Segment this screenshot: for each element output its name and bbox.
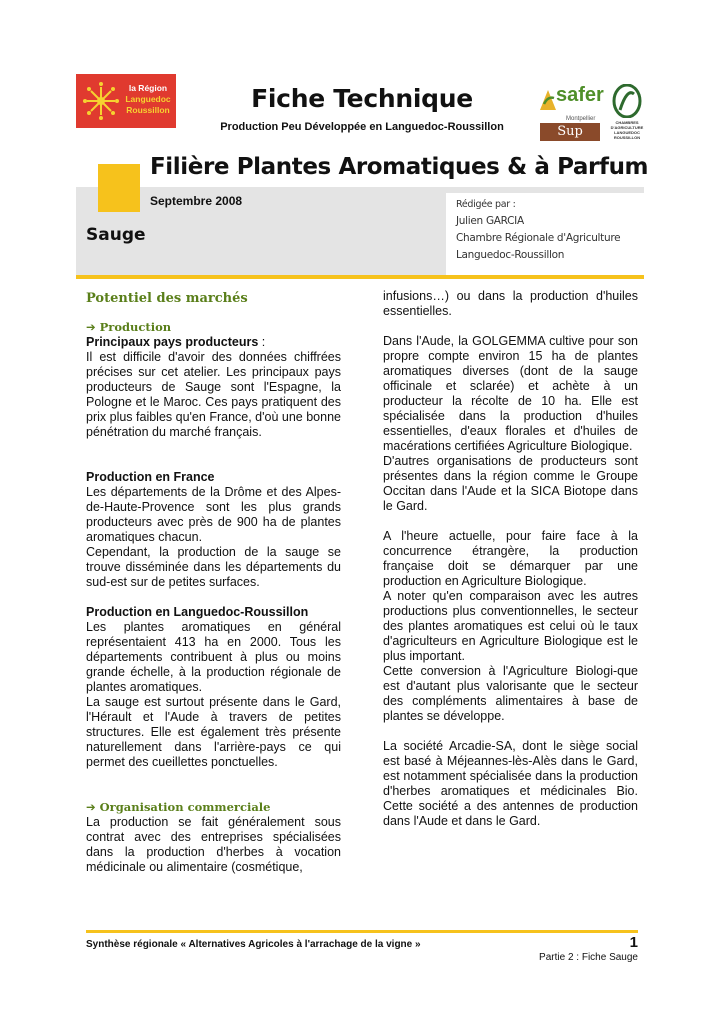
footer-synthese: Synthèse régionale « Alternatives Agricoles à l'arrachage de la vigne » [86,939,421,950]
lr-paragraph-1: Les plantes aromatiques en général représentaient 413 ha en 2000. Tous les départements contribuent à plus ou moins grande échelle, à la production régionale de plantes aromatiques. [86,620,341,694]
filiere-title: Filière Plantes Aromatiques & à Parfum [150,154,649,180]
footer-partie: Partie 2 : Fiche Sauge [539,952,638,963]
right-paragraph-2: Dans l'Aude, la GOLGEMMA cultive pour son propre compte environ 15 ha de plantes aromatiques diverses (dont de la sauge officinale et sclarée) et achète à un producteur la récolte de 10 ha. Elle est spécialisée dans la production d'huiles essentielles, d'eaux florales et d'huiles de macérations certifiées Agriculture Biologique. [383,334,638,453]
supagro-logo: Montpellier Sup Agro [540,116,604,142]
footer-line [86,930,638,933]
lr-heading: Production en Languedoc-Roussillon [86,605,309,619]
organisation-paragraph: La production se fait généralement sous contrat avec des entreprises spécialisées dans la production d'herbes à vocation médicinale ou alimentaire (cosmétique, [86,815,341,874]
region-logo-text: la Région Languedoc Roussillon [125,83,171,115]
crop-name: Sauge [86,225,146,245]
page-number: 1 [629,934,638,951]
author-info: Rédigée par : Julien GARCIA Chambre Régionale d'Agriculture Languedoc-Roussillon [456,199,621,261]
occitan-cross-icon [82,80,120,122]
right-paragraph-1: infusions…) ou dans la production d'huiles essentielles. [383,289,638,318]
subhead-production: ➔ Production [86,320,172,334]
right-column [383,289,638,829]
france-paragraph-1: Les départements de la Drôme et des Alpes-de-Haute-Provence sont les plus grands producteurs avec près de 900 ha de plantes aromatiques chacun. [86,485,341,544]
pays-heading: Principaux pays producteurs : [86,335,266,349]
pays-paragraph: Il est difficile d'avoir des données chiffrées précises sur cet atelier. Les principaux pays producteurs de Sauge sont l'Espagne, la Pologne et le Maroc. Ces pays pratiquent des prix plus faibles qu'en France, d'où une bonne pénétration du marché français. [86,350,341,439]
right-paragraph-3: D'autres organisations de producteurs sont présentes dans la région comme le Groupe Occitan dans l'Aude et la SICA Biotope dans le Gard. [383,454,638,513]
safer-leaf-icon [538,86,558,112]
section-title: Potentiel des marchés [86,291,248,306]
safer-logo: safer [538,84,608,114]
page-title: Fiche Technique [251,84,473,113]
page-subtitle: Production Peu Développée en Languedoc-Roussillon [220,121,504,133]
yellow-square-decoration [98,164,140,212]
lr-paragraph-2: La sauge est surtout présente dans le Gard, l'Hérault et l'Aude à travers de petites structures. Elle est également très présente naturellement dans l'arrière-pays ce qui permet des cueillettes ponctuelles. [86,695,341,769]
arrow-right-icon: ➔ [86,320,96,334]
region-logo [76,74,176,128]
right-paragraph-5: A noter qu'en comparaison avec les autres productions plus conventionnelles, le secteur des plantes aromatiques est celui où le taux d'agriculteurs en Agriculture Biologique est le plus important. [383,589,638,663]
left-column [86,291,341,875]
chambre-emblem-icon [612,84,642,118]
france-heading: Production en France [86,470,215,484]
subhead-organisation: ➔ Organisation commerciale [86,800,271,814]
chambre-agriculture-logo: CHAMBRES D'AGRICULTURE LANGUEDOC ROUSSILLON [608,84,646,142]
arrow-right-icon: ➔ [86,800,96,814]
france-paragraph-2: Cependant, la production de la sauge se trouve disséminée dans les départements du sud-est sur de petites surfaces. [86,545,341,589]
publication-date: Septembre 2008 [150,194,243,208]
right-paragraph-4: A l'heure actuelle, pour faire face à la concurrence étrangère, la production française doit se démarquer par une production en Agriculture Biologique. [383,529,638,588]
title-band-underline [76,275,644,279]
right-paragraph-6: Cette conversion à l'Agriculture Biologi-que est d'autant plus valorisante que le secteur des compléments alimentaires à base de plantes se développe. [383,664,638,723]
right-paragraph-7: La société Arcadie-SA, dont le siège social est basé à Méjeannes-lès-Alès dans le Gard, est notamment spécialisée dans la production d'herbes aromatiques et médicinales Bio. Cette société a des antennes de production dans l'Aude et dans le Gard. [383,739,638,828]
